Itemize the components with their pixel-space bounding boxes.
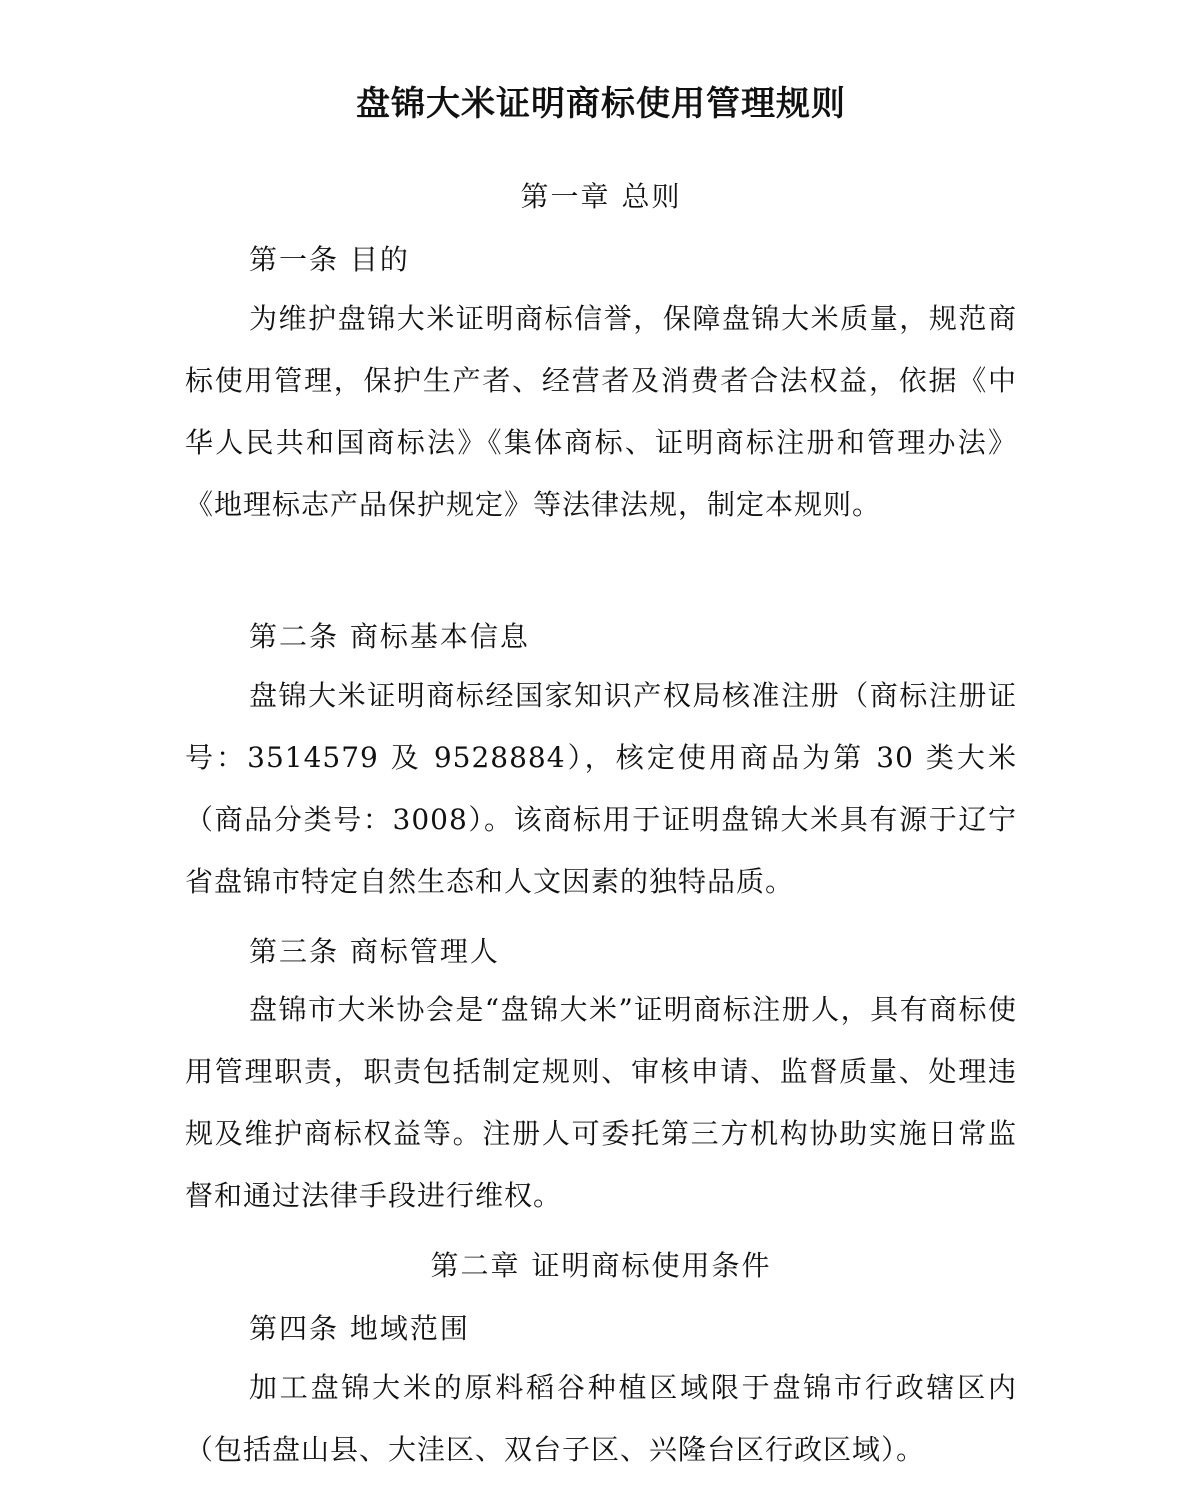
chapter-heading-2: 第二章 证明商标使用条件 [430, 1249, 772, 1282]
article-paragraph-4: 加工盘锦大米的原料稻谷种植区域限于盘锦市行政辖区内（包括盘山县、大洼区、双台子区、兴隆台区行政区域）。 [185, 1371, 1017, 1466]
article-paragraph-3: 盘锦市大米协会是“盘锦大米”证明商标注册人，具有商标使用管理职责，职责包括制定规则、审核申请、监督质量、处理违规及维护商标权益等。注册人可委托第三方机构协助实施日常监督和通过法律手段进行维权。 [185, 993, 1017, 1212]
chapter-heading-1: 第一章 总则 [520, 180, 682, 213]
article-heading-1: 第一条 目的 [249, 243, 410, 276]
article-paragraph-2: 盘锦大米证明商标经国家知识产权局核准注册（商标注册证号：3514579 及 9528884），核定使用商品为第 30 类大米（商品分类号：3008）。该商标用于证明盘锦大米具有源于辽宁省盘锦市特定自然生态和人文因素的独特品质。 [185, 679, 1017, 898]
article-heading-3: 第三条 商标管理人 [249, 935, 500, 968]
document-title: 盘锦大米证明商标使用管理规则 [356, 84, 846, 124]
article-heading-4: 第四条 地域范围 [249, 1312, 470, 1345]
article-paragraph-1: 为维护盘锦大米证明商标信誉，保障盘锦大米质量，规范商标使用管理，保护生产者、经营者及消费者合法权益，依据《中华人民共和国商标法》《集体商标、证明商标注册和管理办法》《地理标志产品保护规定》等法律法规，制定本规则。 [185, 302, 1017, 521]
article-heading-2: 第二条 商标基本信息 [249, 620, 530, 653]
